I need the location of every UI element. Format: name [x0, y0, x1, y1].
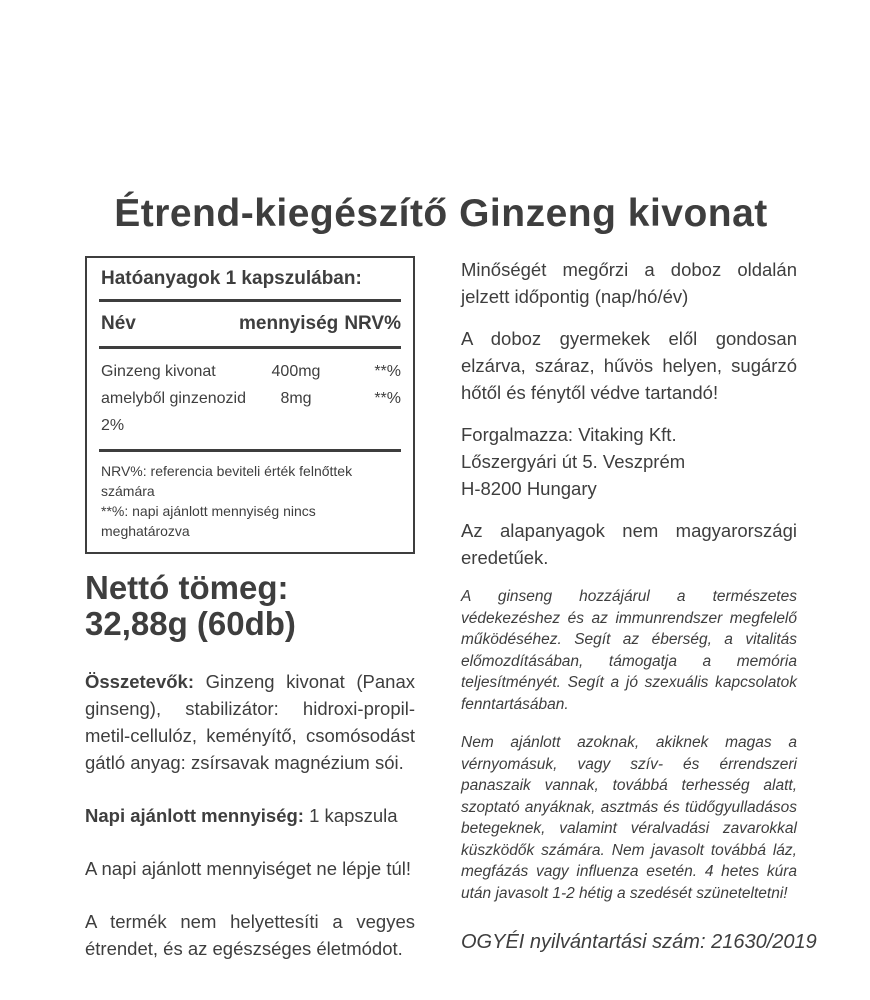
daily-warning: A napi ajánlott mennyiséget ne lépje túl!: [85, 858, 412, 879]
label-columns: [85, 256, 817, 962]
net-weight-value: 32,88g (60db): [85, 605, 296, 642]
table-row: [101, 385, 401, 439]
left-column: [85, 256, 415, 962]
right-column: [461, 256, 817, 954]
column-header-name: Név: [101, 313, 136, 334]
net-weight: [85, 570, 415, 642]
facts-footnotes: [99, 452, 401, 552]
origin-note: Az alapanyagok nem magyarországi eredetűek.: [461, 520, 797, 568]
facts-column-headers: [99, 302, 401, 346]
daily-amount-value: 1 kapszula: [309, 805, 398, 826]
ingredient-amount: 400mg: [271, 363, 321, 380]
distributor-line: Lőszergyári út 5. Veszprém: [461, 451, 686, 472]
column-header-nrv: NRV%: [344, 313, 401, 334]
quality-note: Minőségét megőrzi a doboz oldalán jelzett időpontig (nap/hó/év): [461, 259, 797, 307]
ingredients-text: Ginzeng kivonat (Panax ginseng), stabilizátor: hidroxi-propil-metil-cellulóz, keményítő, csomósodást gátló anyag: zsírsavak magnézium sói.: [85, 671, 416, 773]
ingredients-paragraph: [85, 668, 415, 776]
ingredient-amount: 8mg: [280, 390, 312, 407]
table-row: [101, 358, 401, 385]
facts-table-title: Hatóanyagok 1 kapszulában:: [101, 268, 362, 289]
daily-amount-label: Napi ajánlott mennyiség:: [85, 805, 304, 826]
distributor-line: Forgalmazza: Vitaking Kft.: [461, 424, 677, 445]
ingredient-nrv: **%: [374, 363, 401, 380]
ingredients-label: Összetevők:: [85, 671, 194, 692]
facts-rows: [99, 349, 401, 449]
contraindications: Nem ajánlott azoknak, akiknek magas a vérnyomásuk, vagy szív- és érrendszeri panaszaik vannak, továbbá terhesség alatt, szoptató anyáknak, asztmás és tüdőgyulladásos betegeknek, valamint véralvadási zavarokkal küszködők számára. Nem javasolt továbbá láz, megfázás vagy influenza esetén. 4 hetes kúra után javasolt 1-2 hétig a szedését szüneteltetni!: [461, 734, 797, 902]
footnote-daily: **%: napi ajánlott mennyiség nincs meghatározva: [101, 503, 316, 539]
footnote-nrv: NRV%: referencia beviteli érték felnőttek számára: [101, 463, 353, 499]
daily-amount-line: [85, 802, 415, 829]
diet-disclaimer: A termék nem helyettesíti a vegyes étrendet, és az egészséges életmódot.: [85, 911, 415, 959]
storage-warning: A doboz gyermekek elől gondosan elzárva, száraz, hűvös helyen, sugárzó hőtől és fénytől védve tartandó!: [461, 328, 797, 403]
distributor-line: H-8200 Hungary: [461, 478, 597, 499]
benefits-claim: A ginseng hozzájárul a természetes védekezéshez és az immunrendszer megfelelő működéséhez. Segít az éberség, a vitalitás előmozdításában, támogatja a memória teljesítményét. Segít a jó szexuális kapcsolatok fenntartásában.: [461, 588, 797, 713]
product-title: Étrend-kiegészítő Ginzeng kivonat: [114, 192, 768, 235]
column-header-amount: mennyiség: [239, 313, 339, 334]
registration-number: OGYÉI nyilvántartási szám: 21630/2019: [461, 931, 817, 953]
ingredient-nrv: **%: [374, 390, 401, 407]
distributor-address: [461, 421, 797, 502]
supplement-facts-table: [85, 256, 415, 554]
ingredient-name: amelyből ginzenozid 2%: [101, 390, 246, 434]
ingredient-name: Ginzeng kivonat: [101, 363, 216, 380]
net-weight-label: Nettó tömeg:: [85, 569, 289, 606]
